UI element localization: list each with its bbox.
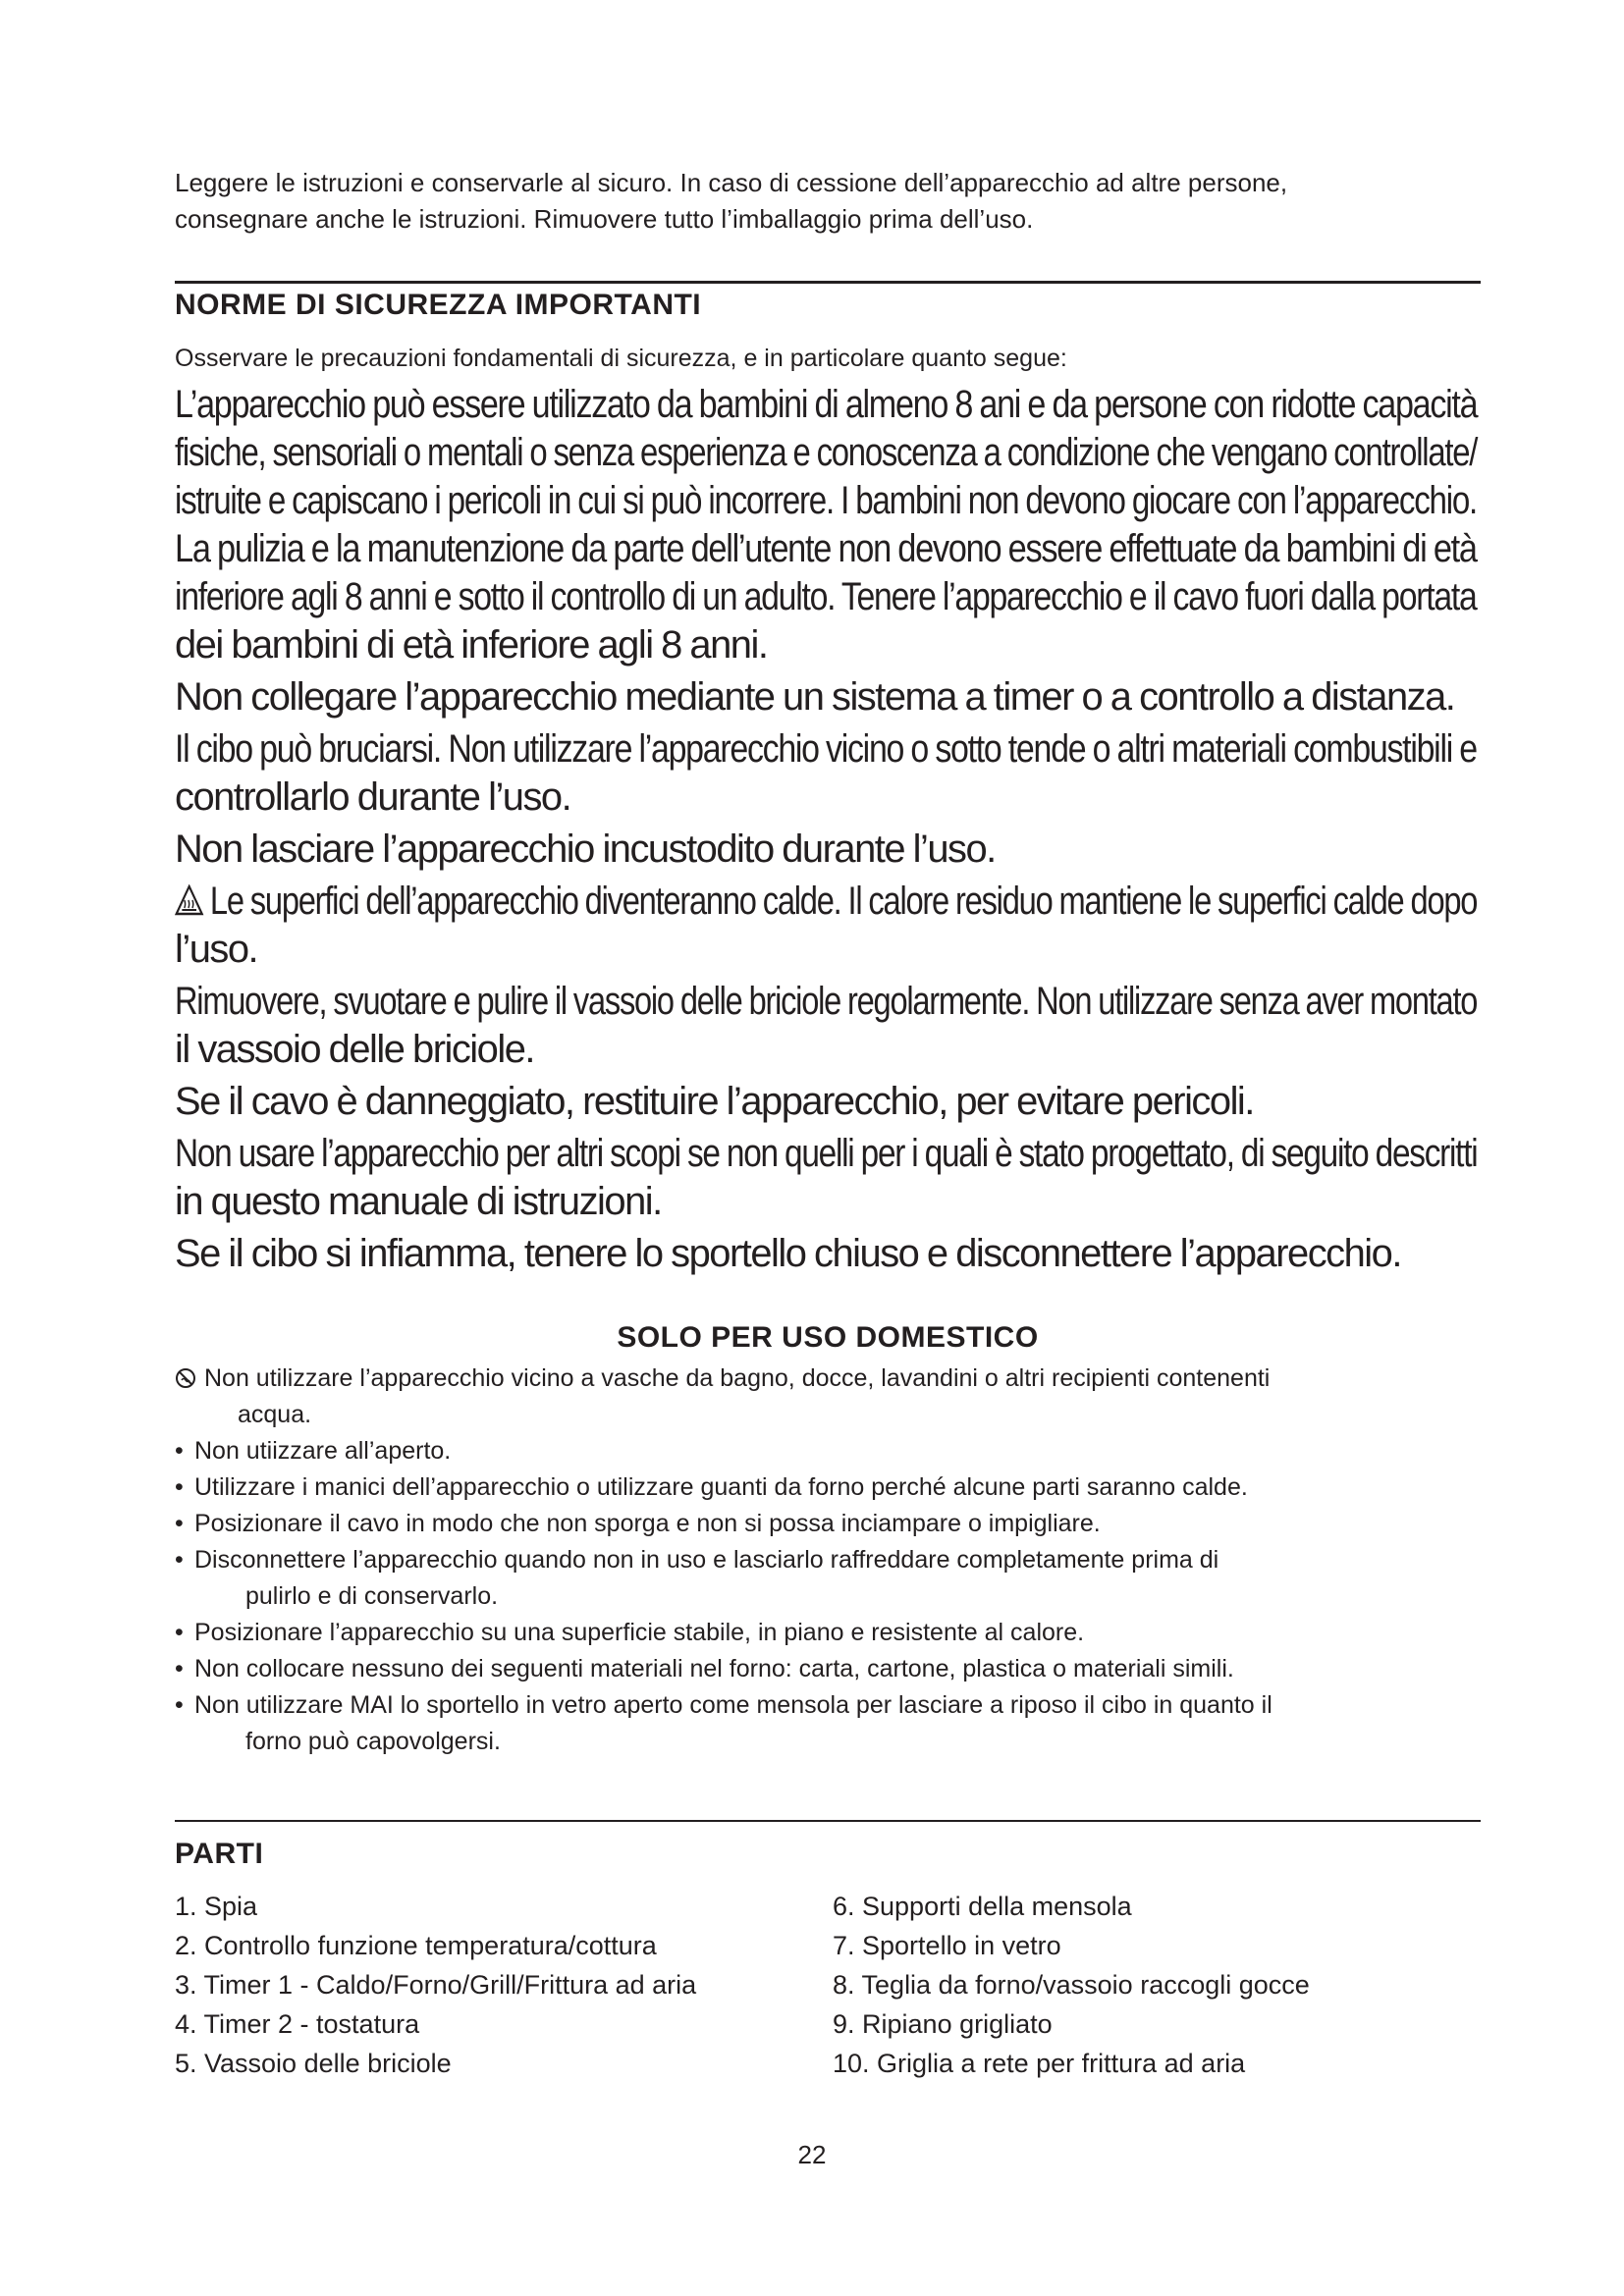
list-item xyxy=(175,1651,1481,1687)
list-item: 6. Supporti della mensola xyxy=(833,1892,1132,1921)
hot-surface-warning-icon xyxy=(175,880,203,911)
safety-paragraph-1 xyxy=(175,381,1481,525)
bullet-icon: • xyxy=(175,1546,184,1574)
safety-paragraph-8 xyxy=(175,1078,1481,1126)
text-line: Se il cibo si infiamma, tenere lo sportello chiuso e disconnettere l’apparecchio. xyxy=(175,1232,1401,1275)
text-line: Non collegare l’apparecchio mediante un sistema a timer o a controllo a distanza. xyxy=(175,675,1455,719)
text-span: acqua. xyxy=(238,1401,312,1428)
text-line: il vassoio delle briciole. xyxy=(175,1028,534,1071)
domestic-bullet-list xyxy=(175,1361,1481,1760)
list-item xyxy=(175,1433,1481,1469)
text-span: Posizionare il cavo in modo che non sporga e non si possa inciampare o impigliare. xyxy=(194,1510,1101,1537)
text-line: Se il cavo è danneggiato, restituire l’apparecchio, per evitare pericoli. xyxy=(175,1080,1254,1123)
text-line: Rimuovere, svuotare e pulire il vassoio delle briciole regolarmente. Non utilizzare senza aver montato xyxy=(175,980,1478,1023)
list-item xyxy=(175,1469,1481,1506)
list-item: 3. Timer 1 - Caldo/Forno/Grill/Frittura ad aria xyxy=(175,1970,697,2000)
intro-block xyxy=(175,165,1481,238)
text-line: L’apparecchio può essere utilizzato da bambini di almeno 8 ani e da persone con ridotte capacità xyxy=(175,383,1478,426)
list-item: 2. Controllo funzione temperatura/cottura xyxy=(175,1931,657,1960)
list-item: 10. Griglia a rete per frittura ad aria xyxy=(833,2049,1246,2078)
safety-section xyxy=(175,289,701,322)
list-item xyxy=(175,1542,1481,1615)
text-span: Disconnettere l’apparecchio quando non in uso e lasciarlo raffreddare completamente prima di xyxy=(194,1546,1219,1574)
list-item xyxy=(175,1361,1481,1433)
text-line: in questo manuale di istruzioni. xyxy=(175,1180,662,1223)
domestic-heading: SOLO PER USO DOMESTICO xyxy=(617,1321,1039,1354)
text-line: istruite e capiscano i pericoli in cui si può incorrere. I bambini non devono giocare con l’apparecchio. xyxy=(175,479,1477,522)
safety-paragraph-5 xyxy=(175,826,1481,874)
section-divider-bottom xyxy=(175,1820,1481,1822)
bullet-icon: • xyxy=(175,1437,184,1465)
text-span: Utilizzare i manici dell’apparecchio o utilizzare guanti da forno perché alcune parti saranno calde. xyxy=(194,1473,1248,1501)
list-item: 9. Ripiano grigliato xyxy=(833,2009,1053,2039)
safety-paragraph-3 xyxy=(175,673,1481,721)
text-line: l’uso. xyxy=(175,928,258,971)
list-item: 5. Vassoio delle briciole xyxy=(175,2049,452,2078)
safety-paragraph-7 xyxy=(175,978,1481,1074)
list-item: 8. Teglia da forno/vassoio raccogli gocce xyxy=(833,1970,1310,2000)
intro-line-1: Leggere le istruzioni e conservarle al sicuro. In caso di cessione dell’apparecchio ad altre persone, xyxy=(175,168,1288,197)
text-span: Non utilizzare MAI lo sportello in vetro aperto come mensola per lasciare a riposo il cibo in quanto il xyxy=(194,1691,1272,1719)
text-span: Le superfici dell’apparecchio diventeranno calde. Il calore residuo mantiene le superfici calde dopo xyxy=(209,880,1478,923)
text-span: pulirlo e di conservarlo. xyxy=(245,1582,499,1610)
intro-line-2: consegnare anche le istruzioni. Rimuovere tutto l’imballaggio prima dell’uso. xyxy=(175,204,1034,234)
text-span: Non utiizzare all’aperto. xyxy=(194,1437,452,1465)
safety-paragraph-6 xyxy=(175,878,1481,974)
parts-heading: PARTI xyxy=(175,1838,264,1870)
page-number: 22 xyxy=(797,2140,827,2169)
prohibited-icon xyxy=(175,1363,196,1385)
safety-paragraph-4 xyxy=(175,725,1481,822)
list-item: 1. Spia xyxy=(175,1892,258,1921)
list-item: 4. Timer 2 - tostatura xyxy=(175,2009,420,2039)
text-line: inferiore agli 8 anni e sotto il controllo di un adulto. Tenere l’apparecchio e il cavo fuori dalla portata xyxy=(175,575,1477,618)
text-span: forno può capovolgersi. xyxy=(245,1728,501,1755)
bullet-icon: • xyxy=(175,1510,184,1537)
safety-heading: NORME DI SICUREZZA IMPORTANTI xyxy=(175,289,702,321)
text-line: La pulizia e la manutenzione da parte dell’utente non devono essere effettuate da bambini di età xyxy=(175,527,1477,570)
safety-paragraph-9 xyxy=(175,1130,1481,1226)
text-span: Non utilizzare l’apparecchio vicino a vasche da bagno, docce, lavandini o altri recipienti contenenti xyxy=(204,1364,1271,1392)
parts-list-left xyxy=(175,1887,696,2083)
text-line: dei bambini di età inferiore agli 8 anni. xyxy=(175,623,768,667)
text-line: controllarlo durante l’uso. xyxy=(175,775,571,819)
list-item xyxy=(175,1615,1481,1651)
text-line: Non lasciare l’apparecchio incustodito durante l’uso. xyxy=(175,828,996,871)
text-line: Non usare l’apparecchio per altri scopi se non quelli per i quali è stato progettato, di seguito descritti xyxy=(175,1132,1478,1175)
safety-paragraphs xyxy=(175,381,1481,1278)
list-item xyxy=(175,1687,1481,1760)
text-span: Posizionare l’apparecchio su una superficie stabile, in piano e resistente al calore. xyxy=(194,1619,1085,1646)
parts-list-right xyxy=(833,1887,1310,2083)
safety-paragraph-10 xyxy=(175,1230,1481,1278)
safety-subtitle: Osservare le precauzioni fondamentali di sicurezza, e in particolare quanto segue: xyxy=(175,345,1067,372)
text-line: Il cibo può bruciarsi. Non utilizzare l’apparecchio vicino o sotto tende o altri materiali combustibili e xyxy=(175,727,1477,771)
section-divider-top xyxy=(175,281,1481,284)
bullet-icon: • xyxy=(175,1473,184,1501)
text-span: Non collocare nessuno dei seguenti materiali nel forno: carta, cartone, plastica o materiali simili. xyxy=(194,1655,1234,1682)
bullet-icon: • xyxy=(175,1619,184,1646)
safety-paragraph-2 xyxy=(175,525,1481,669)
list-item: 7. Sportello in vetro xyxy=(833,1931,1061,1960)
list-item xyxy=(175,1506,1481,1542)
bullet-icon: • xyxy=(175,1655,184,1682)
bullet-icon: • xyxy=(175,1691,184,1719)
text-line xyxy=(175,878,1478,926)
text-line: fisiche, sensoriali o mentali o senza esperienza e conoscenza a condizione che vengano controllate/ xyxy=(175,431,1478,474)
